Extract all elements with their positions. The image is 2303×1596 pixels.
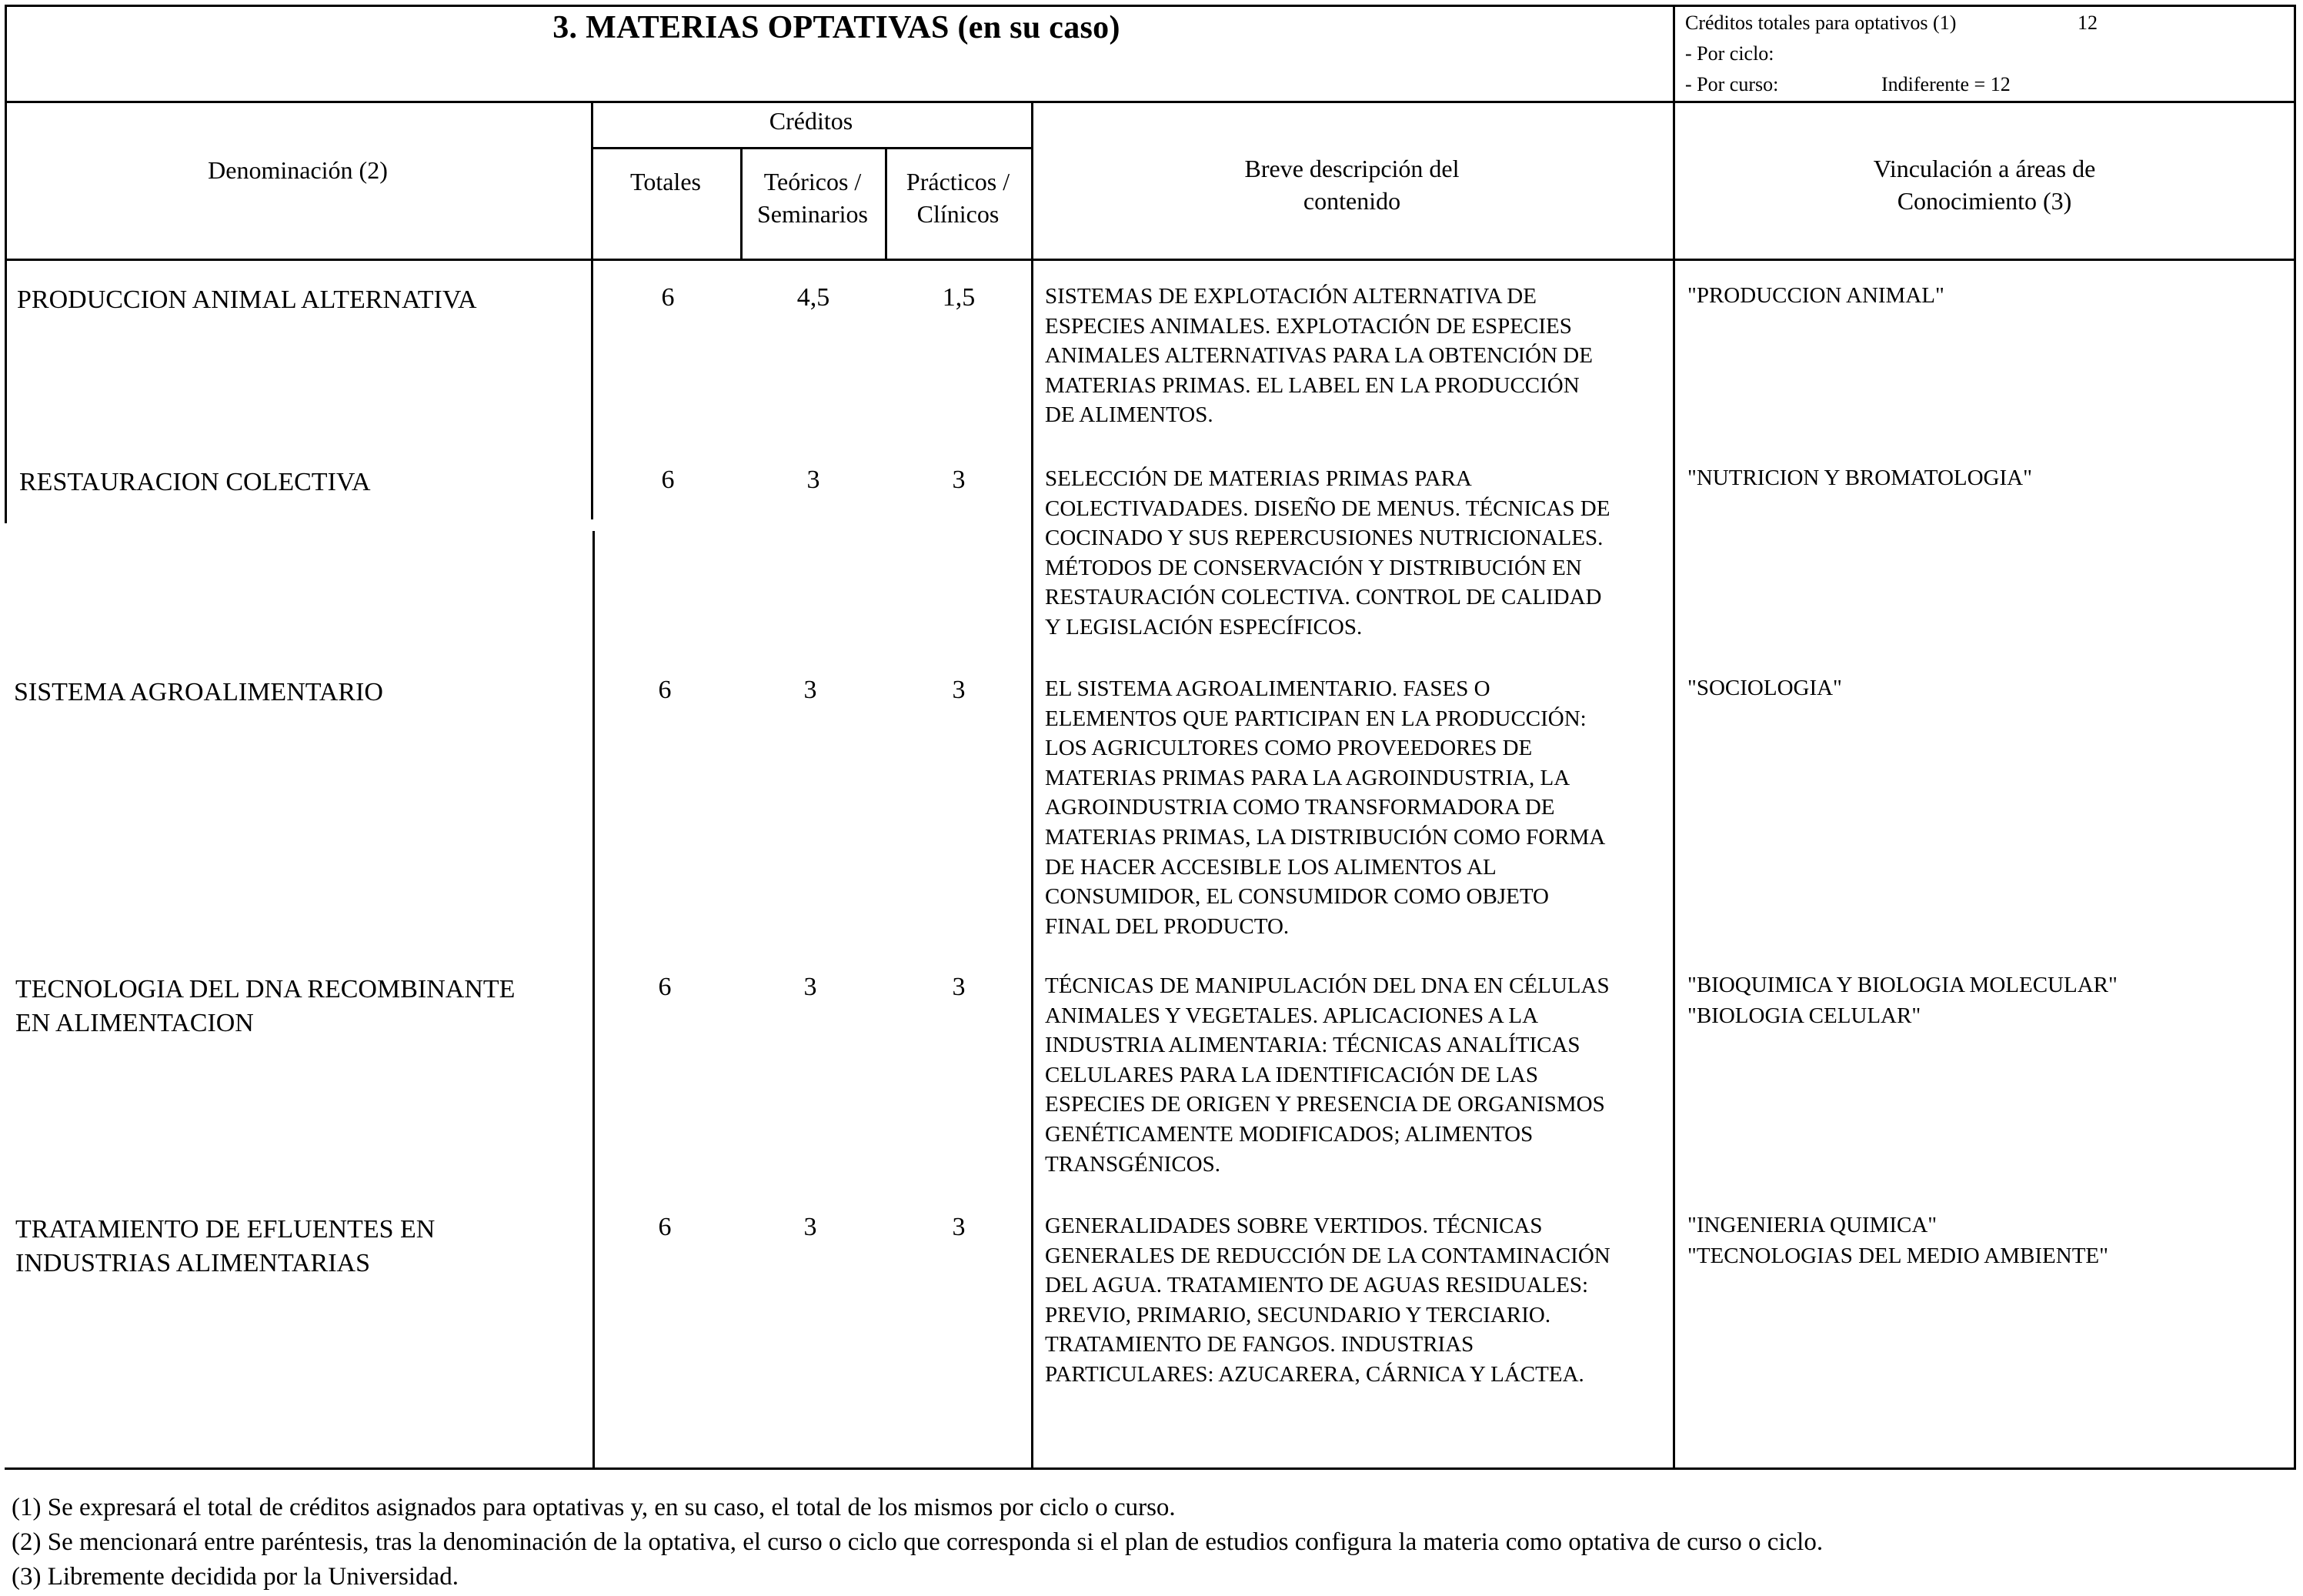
row-5-totales: 6 xyxy=(658,1213,672,1241)
header-creditos: Créditos xyxy=(769,107,853,135)
row-3-totales: 6 xyxy=(658,676,672,704)
row-1-totales: 6 xyxy=(661,283,675,312)
row-4-desc-line: GENÉTICAMENTE MODIFICADOS; ALIMENTOS xyxy=(1045,1121,1534,1147)
row-4-name xyxy=(15,973,515,1040)
header-vinculacion-line2: Conocimiento (3) xyxy=(1897,187,2072,215)
header-denominacion: Denominación (2) xyxy=(208,156,388,184)
table-top-border xyxy=(5,5,2296,7)
row-4-desc-line: INDUSTRIA ALIMENTARIA: TÉCNICAS ANALÍTICAS xyxy=(1045,1033,1580,1058)
por-ciclo-row xyxy=(1685,38,2293,69)
row-4-description xyxy=(1045,971,1660,1179)
footnote-3: (3) Libremente decidida por la Universidad. xyxy=(12,1563,459,1591)
header-practicos-line1: Prácticos / xyxy=(906,168,1010,195)
row-4-areas xyxy=(1687,970,2295,1031)
row-1-desc-line: SISTEMAS DE EXPLOTACIÓN ALTERNATIVA DE xyxy=(1045,284,1537,309)
row-3-desc-line: DE HACER ACCESIBLE LOS ALIMENTOS AL xyxy=(1045,854,1497,880)
row-2-desc-line: MÉTODOS DE CONSERVACIÓN Y DISTRIBUCIÓN EN xyxy=(1045,555,1582,580)
row-1-name-line: PRODUCCION ANIMAL ALTERNATIVA xyxy=(17,285,477,314)
row-4-desc-line: ANIMALES Y VEGETALES. APLICACIONES A LA xyxy=(1045,1003,1539,1028)
row-5-desc-line: GENERALES DE REDUCCIÓN DE LA CONTAMINACIÓN xyxy=(1045,1243,1610,1268)
footnote-1: (1) Se expresará el total de créditos asignados para optativas y, en su caso, el total de los mismos por ciclo o curso. xyxy=(12,1494,1176,1521)
header-separator xyxy=(5,101,2296,103)
column-header-separator xyxy=(5,259,2296,261)
row-3-desc-line: CONSUMIDOR, EL CONSUMIDOR COMO OBJETO xyxy=(1045,884,1549,910)
row-5-practicos: 3 xyxy=(952,1213,966,1241)
row-3-desc-line: FINAL DEL PRODUCTO. xyxy=(1045,913,1290,939)
row-3-name-line: SISTEMA AGROALIMENTARIO xyxy=(14,678,383,706)
row-3-description xyxy=(1045,674,1660,941)
row-4-totales: 6 xyxy=(658,973,672,1001)
credits-total-value: 12 xyxy=(2078,12,2098,34)
footnote-2: (2) Se mencionará entre paréntesis, tras la denominación de la optativa, el curso o ciclo que corresponda si el plan de estudios configura la materia como optativa de curso o ciclo. xyxy=(12,1528,1824,1556)
row-1-teoricos: 4,5 xyxy=(796,283,830,312)
row-5-desc-line: GENERALIDADES SOBRE VERTIDOS. TÉCNICAS xyxy=(1045,1214,1543,1238)
header-teoricos xyxy=(740,165,885,230)
footnotes xyxy=(12,1491,1823,1594)
desc-col-divider xyxy=(1673,5,1675,1470)
row-2-desc-line: RESTAURACIÓN COLECTIVA. CONTROL DE CALIDAD xyxy=(1045,585,1602,610)
row-1-desc-line: DE ALIMENTOS. xyxy=(1045,402,1213,428)
row-5-desc-line: PREVIO, PRIMARIO, SECUNDARIO Y TERCIARIO. xyxy=(1045,1302,1551,1327)
table-bottom-border xyxy=(5,1467,2296,1470)
row-2-practicos: 3 xyxy=(952,466,966,494)
row-5-areas xyxy=(1687,1210,2295,1271)
row-2-desc-line: Y LEGISLACIÓN ESPECÍFICOS. xyxy=(1045,614,1363,639)
row-4-name-line: EN ALIMENTACION xyxy=(15,1009,254,1037)
header-descripcion xyxy=(1031,152,1673,217)
row-3-teoricos: 3 xyxy=(803,676,817,704)
row-2-area-line: "NUTRICION Y BROMATOLOGIA" xyxy=(1687,466,2032,490)
name-col-divider-lower xyxy=(592,531,595,1470)
row-5-name-line: INDUSTRIAS ALIMENTARIAS xyxy=(15,1249,371,1277)
table-left-border xyxy=(5,5,7,523)
row-4-practicos: 3 xyxy=(952,973,966,1001)
row-5-teoricos: 3 xyxy=(803,1213,817,1241)
por-curso-value: Indiferente = 12 xyxy=(1881,73,2011,95)
row-3-name xyxy=(14,676,383,710)
row-4-teoricos: 3 xyxy=(803,973,817,1001)
por-curso-label: - Por curso: xyxy=(1685,73,1779,95)
row-1-desc-line: ESPECIES ANIMALES. EXPLOTACIÓN DE ESPECIES xyxy=(1045,313,1572,339)
por-curso-row xyxy=(1685,69,2293,100)
credits-total-label: Créditos totales para optativos (1) xyxy=(1685,12,1957,34)
row-2-desc-line: COLECTIVADADES. DISEÑO DE MENUS. TÉCNICAS DE xyxy=(1045,496,1610,521)
header-vinculacion xyxy=(1673,152,2296,217)
row-4-desc-line: ESPECIES DE ORIGEN Y PRESENCIA DE ORGANISMOS xyxy=(1045,1092,1605,1117)
header-teoricos-line1: Teóricos / xyxy=(763,168,862,195)
row-1-desc-line: ANIMALES ALTERNATIVAS PARA LA OBTENCIÓN DE xyxy=(1045,343,1593,369)
row-2-teoricos: 3 xyxy=(806,466,820,494)
row-5-desc-line: PARTICULARES: AZUCARERA, CÁRNICA Y LÁCTEA. xyxy=(1045,1361,1584,1387)
header-descripcion-line2: contenido xyxy=(1303,187,1401,215)
por-ciclo-label: - Por ciclo: xyxy=(1685,42,1774,65)
row-2-description xyxy=(1045,464,1660,643)
row-3-desc-line: LOS AGRICULTORES COMO PROVEEDORES DE xyxy=(1045,736,1533,761)
row-1-areas xyxy=(1687,280,2295,311)
row-1-name xyxy=(17,283,477,317)
creditos-separator xyxy=(591,147,1031,149)
row-4-name-line: TECNOLOGIA DEL DNA RECOMBINANTE xyxy=(15,975,516,1003)
header-totales: Totales xyxy=(630,168,701,195)
row-1-area-line: "PRODUCCION ANIMAL" xyxy=(1687,283,1944,308)
row-4-desc-line: CELULARES PARA LA IDENTIFICACIÓN DE LAS xyxy=(1045,1062,1538,1087)
credits-summary xyxy=(1685,8,2293,100)
row-3-areas xyxy=(1687,673,2295,703)
row-5-name-line: TRATAMIENTO DE EFLUENTES EN xyxy=(15,1215,436,1244)
header-descripcion-line1: Breve descripción del xyxy=(1244,155,1460,182)
row-4-desc-line: TÉCNICAS DE MANIPULACIÓN DEL DNA EN CÉLULAS xyxy=(1045,973,1610,998)
row-5-area-line: "TECNOLOGIAS DEL MEDIO AMBIENTE" xyxy=(1687,1244,2108,1268)
header-vinculacion-line1: Vinculación a áreas de xyxy=(1873,155,2096,182)
row-5-description xyxy=(1045,1211,1660,1390)
header-practicos-line2: Clínicos xyxy=(916,200,1000,228)
row-4-area-line: "BIOLOGIA CELULAR" xyxy=(1687,1003,1921,1028)
row-1-practicos: 1,5 xyxy=(942,283,976,312)
creditos-right-divider xyxy=(1031,101,1033,1470)
row-2-desc-line: COCINADO Y SUS REPERCUSIONES NUTRICIONALES. xyxy=(1045,526,1604,551)
row-1-desc-line: MATERIAS PRIMAS. EL LABEL EN LA PRODUCCIÓN xyxy=(1045,372,1580,398)
row-3-desc-line: EL SISTEMA AGROALIMENTARIO. FASES O xyxy=(1045,676,1490,701)
row-3-desc-line: AGROINDUSTRIA COMO TRANSFORMADORA DE xyxy=(1045,795,1555,820)
row-2-areas xyxy=(1687,462,2295,493)
header-practicos xyxy=(885,165,1031,230)
row-3-desc-line: MATERIAS PRIMAS PARA LA AGROINDUSTRIA, LA xyxy=(1045,765,1570,790)
row-2-desc-line: SELECCIÓN DE MATERIAS PRIMAS PARA xyxy=(1045,466,1472,491)
row-2-name xyxy=(19,466,371,499)
row-3-practicos: 3 xyxy=(952,676,966,704)
row-5-desc-line: DEL AGUA. TRATAMIENTO DE AGUAS RESIDUALES: xyxy=(1045,1273,1589,1298)
row-5-name xyxy=(15,1213,435,1280)
row-3-area-line: "SOCIOLOGIA" xyxy=(1687,676,1842,700)
name-col-divider xyxy=(591,101,593,519)
row-4-area-line: "BIOQUIMICA Y BIOLOGIA MOLECULAR" xyxy=(1687,973,2118,997)
page-title: 3. MATERIAS OPTATIVAS (en su caso) xyxy=(552,10,1120,45)
header-teoricos-line2: Seminarios xyxy=(757,200,868,228)
row-2-name-line: RESTAURACION COLECTIVA xyxy=(19,468,371,496)
row-5-desc-line: TRATAMIENTO DE FANGOS. INDUSTRIAS xyxy=(1045,1332,1474,1357)
row-4-desc-line: TRANSGÉNICOS. xyxy=(1045,1151,1220,1177)
row-1-description xyxy=(1045,282,1660,430)
credits-total-row xyxy=(1685,8,2293,38)
row-3-desc-line: MATERIAS PRIMAS, LA DISTRIBUCIÓN COMO FORMA xyxy=(1045,824,1606,850)
row-5-area-line: "INGENIERIA QUIMICA" xyxy=(1687,1213,1938,1237)
row-2-totales: 6 xyxy=(661,466,675,494)
row-3-desc-line: ELEMENTOS QUE PARTICIPAN EN LA PRODUCCIÓN: xyxy=(1045,706,1587,731)
